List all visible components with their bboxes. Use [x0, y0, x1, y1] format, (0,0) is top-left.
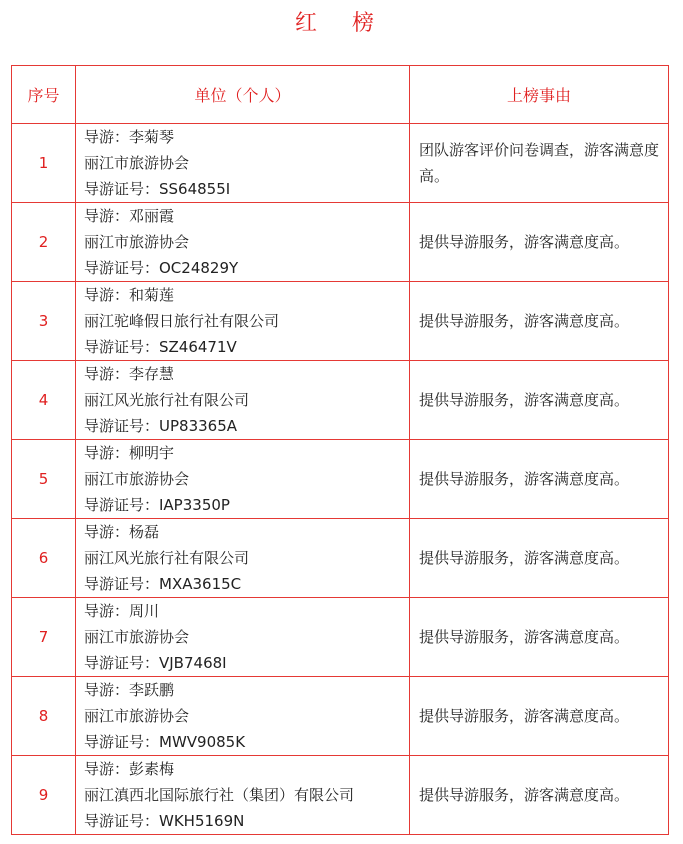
guide-certificate-number: 导游证号：SS64855I: [84, 180, 231, 198]
row-unit-cell: [76, 677, 410, 756]
row-unit-cell: [76, 282, 410, 361]
guide-name: 导游：杨磊: [84, 523, 160, 541]
table-row: [12, 361, 669, 440]
row-unit-cell: [76, 124, 410, 203]
header-listing-reason: 上榜事由: [410, 66, 669, 124]
guide-certificate-number: 导游证号：UP83365A: [84, 417, 238, 435]
row-serial-number: 1: [12, 124, 76, 203]
row-unit-cell: [76, 361, 410, 440]
organization-name: 丽江市旅游协会: [84, 154, 190, 172]
guide-certificate-number: 导游证号：MXA3615C: [84, 575, 242, 593]
organization-name: 丽江驼峰假日旅行社有限公司: [84, 312, 280, 330]
row-unit-cell: [76, 598, 410, 677]
guide-certificate-number: 导游证号：SZ46471V: [84, 338, 237, 356]
organization-name: 丽江市旅游协会: [84, 470, 190, 488]
row-unit-cell: [76, 519, 410, 598]
guide-name: 导游：彭素梅: [84, 760, 175, 778]
row-serial-number: 6: [12, 519, 76, 598]
row-serial-number: 9: [12, 756, 76, 835]
row-serial-number: 2: [12, 203, 76, 282]
guide-certificate-number: 导游证号：WKH5169N: [84, 812, 245, 830]
row-serial-number: 4: [12, 361, 76, 440]
row-reason: 提供导游服务，游客满意度高。: [410, 598, 669, 677]
honor-list-table: [11, 65, 669, 835]
table-row: [12, 598, 669, 677]
guide-name: 导游：周川: [84, 602, 160, 620]
table-row: [12, 677, 669, 756]
guide-name: 导游：李菊琴: [84, 128, 175, 146]
organization-name: 丽江风光旅行社有限公司: [84, 549, 250, 567]
guide-name: 导游：柳明宇: [84, 444, 175, 462]
guide-certificate-number: 导游证号：VJB7468I: [84, 654, 227, 672]
row-reason: 团队游客评价问卷调查，游客满意度高。: [410, 124, 669, 203]
guide-name: 导游：李存慧: [84, 365, 175, 383]
guide-name: 导游：和菊莲: [84, 286, 175, 304]
table-row: [12, 519, 669, 598]
row-serial-number: 3: [12, 282, 76, 361]
row-unit-cell: [76, 440, 410, 519]
row-reason: 提供导游服务，游客满意度高。: [410, 756, 669, 835]
table-row: [12, 124, 669, 203]
guide-name: 导游：邓丽霞: [84, 207, 175, 225]
guide-name: 导游：李跃鹏: [84, 681, 175, 699]
row-reason: 提供导游服务，游客满意度高。: [410, 282, 669, 361]
table-row: [12, 203, 669, 282]
organization-name: 丽江市旅游协会: [84, 628, 190, 646]
row-reason: 提供导游服务，游客满意度高。: [410, 440, 669, 519]
table-row: [12, 282, 669, 361]
row-unit-cell: [76, 756, 410, 835]
row-reason: 提供导游服务，游客满意度高。: [410, 361, 669, 440]
guide-certificate-number: 导游证号：OC24829Y: [84, 259, 239, 277]
row-unit-cell: [76, 203, 410, 282]
guide-certificate-number: 导游证号：IAP3350P: [84, 496, 230, 514]
header-unit-person: 单位（个人）: [76, 66, 410, 124]
table-row: [12, 440, 669, 519]
row-reason: 提供导游服务，游客满意度高。: [410, 677, 669, 756]
row-serial-number: 7: [12, 598, 76, 677]
organization-name: 丽江滇西北国际旅行社（集团）有限公司: [84, 786, 355, 804]
header-serial-number: 序号: [12, 66, 76, 124]
organization-name: 丽江风光旅行社有限公司: [84, 391, 250, 409]
organization-name: 丽江市旅游协会: [84, 707, 190, 725]
row-serial-number: 8: [12, 677, 76, 756]
organization-name: 丽江市旅游协会: [84, 233, 190, 251]
row-reason: 提供导游服务，游客满意度高。: [410, 203, 669, 282]
row-serial-number: 5: [12, 440, 76, 519]
table-row: [12, 756, 669, 835]
guide-certificate-number: 导游证号：MWV9085K: [84, 733, 246, 751]
row-reason: 提供导游服务，游客满意度高。: [410, 519, 669, 598]
table-header-row: [12, 66, 669, 124]
page-title: 红 榜: [295, 11, 388, 36]
